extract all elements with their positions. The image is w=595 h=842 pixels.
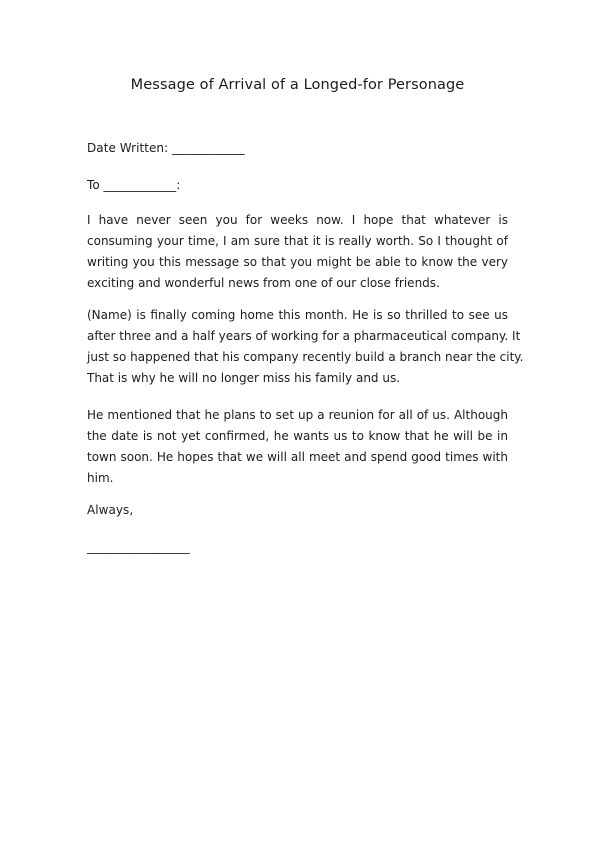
paragraph-line: after three and a half years of working for a pharmaceutical company. It xyxy=(87,329,521,343)
paragraph-line: town soon. He hopes that we will all meet and spend good times with xyxy=(87,450,508,464)
date-written-line: Date Written: ____________ xyxy=(87,141,245,155)
body-paragraph xyxy=(87,305,524,389)
paragraph-line: I have never seen you for weeks now. I hope that whatever is xyxy=(87,213,508,227)
recipient-line: To ____________: xyxy=(87,178,181,192)
paragraph-line: He mentioned that he plans to set up a reunion for all of us. Although xyxy=(87,408,508,422)
body-paragraph xyxy=(87,405,508,489)
paragraph-line: That is why he will no longer miss his family and us. xyxy=(87,371,401,385)
paragraph-line: consuming your time, I am sure that it is really worth. So I thought of xyxy=(87,234,508,248)
body-paragraph xyxy=(87,210,508,294)
paragraph-line: just so happened that his company recently build a branch near the city. xyxy=(87,350,524,364)
paragraph-line: (Name) is finally coming home this month. He is so thrilled to see us xyxy=(87,308,508,322)
document-title: Message of Arrival of a Longed-for Personage xyxy=(130,77,465,93)
paragraph-line: the date is not yet confirmed, he wants us to know that he will be in xyxy=(87,429,508,443)
paragraph-line: exciting and wonderful news from one of our close friends. xyxy=(87,276,440,290)
closing-salutation: Always, xyxy=(87,503,134,517)
signature-line: _________________ xyxy=(87,540,190,554)
paragraph-line: him. xyxy=(87,471,114,485)
paragraph-line: writing you this message so that you might be able to know the very xyxy=(87,255,508,269)
